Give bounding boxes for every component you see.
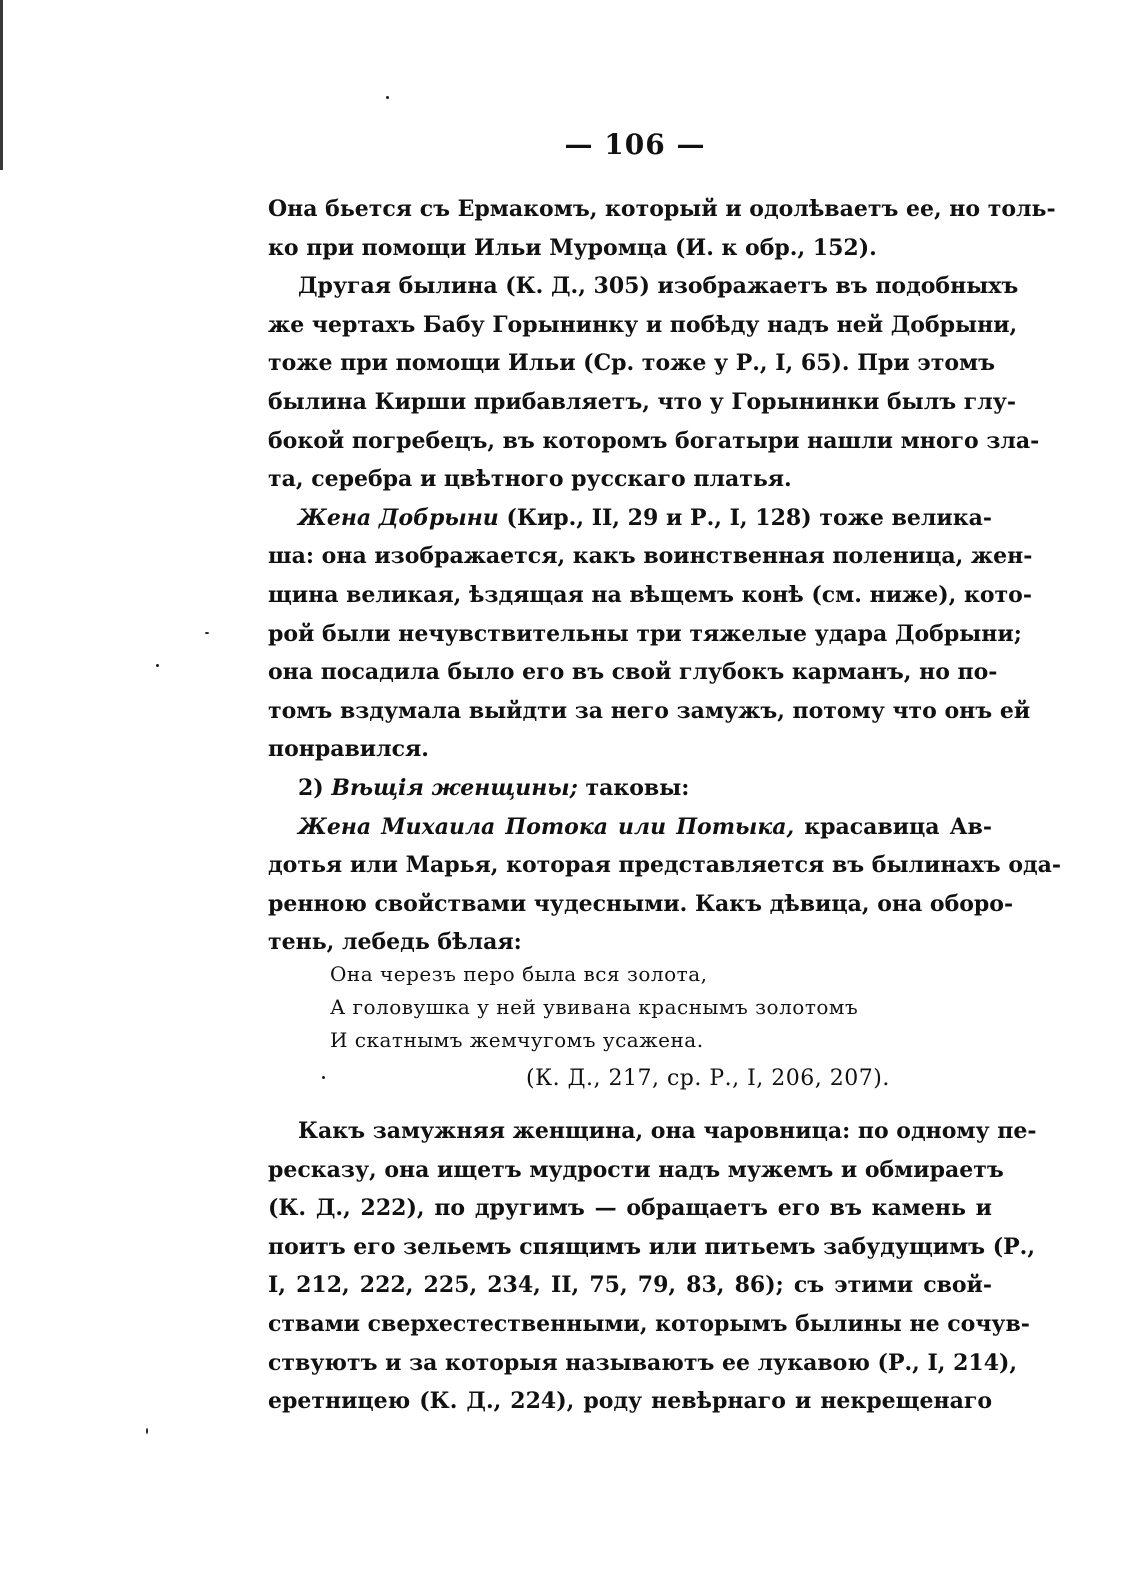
verse-quote xyxy=(330,958,950,1057)
text-line: тоже при помощи Ильи (Ср. тоже у Р., I, 65). При этомъ xyxy=(268,350,996,377)
text-line xyxy=(268,499,992,538)
text-line: ресказу, она ищетъ мудрости надъ мужемъ и обмираетъ xyxy=(268,1156,1004,1183)
text-segment: (Кир., II, 29 и Р., I, 128) тоже велика- xyxy=(498,504,992,531)
verse-line: Она черезъ перо была вся золота, xyxy=(330,962,708,986)
text-line: томъ вздумала выйдти за него замужъ, потому что онъ ей xyxy=(268,697,1031,724)
italic-term: Жена Михаила Потока или Потыка, xyxy=(298,813,795,840)
text-line xyxy=(268,808,992,847)
text-line: дотья или Марья, которая представляется въ былинахъ ода- xyxy=(268,852,1062,879)
text-line: бокой погребецъ, въ которомъ богатыри нашли много зла- xyxy=(268,427,1040,454)
text-line: щина великая, ѣздящая на вѣщемъ конѣ (см. ниже), кото- xyxy=(268,581,1032,608)
verse-line: И скатнымъ жемчугомъ усажена. xyxy=(330,1028,704,1052)
italic-term: Жена Добрыни xyxy=(298,504,499,531)
text-line: тень, лебедь бѣлая: xyxy=(268,929,522,956)
text-line: Какъ замужняя женщина, она чаровница: по одному пе- xyxy=(298,1118,1037,1144)
text-line: поитъ его зельемъ спящимъ или питьемъ забудущимъ (Р., xyxy=(268,1233,1035,1260)
verse-citation: (К. Д., 217, ср. Р., I, 206, 207). xyxy=(526,1066,890,1091)
text-segment: красавица Ав- xyxy=(794,813,992,840)
page-number: — 106 — xyxy=(564,128,706,161)
text-line: I, 212, 222, 225, 234, II, 75, 79, 83, 86); съ этими свой- xyxy=(268,1272,992,1299)
scan-speck xyxy=(386,96,389,99)
text-block-lower xyxy=(268,1112,1037,1421)
text-line: та, серебра и цвѣтного русскаго платья. xyxy=(268,466,792,493)
text-block-upper xyxy=(268,190,1062,962)
text-line: Она бьется съ Ермакомъ, который и одолѣваетъ ее, но толь- xyxy=(268,196,1056,222)
text-line: (К. Д., 222), по другимъ — обращаетъ его въ камень и xyxy=(268,1195,992,1222)
text-line: еретницею (К. Д., 224), роду невѣрнаго и некрещенаго xyxy=(268,1388,992,1415)
text-line: ствуютъ и за которыя называютъ ее лукавою (Р., I, 214), xyxy=(268,1349,1018,1376)
text-line: рой были нечувствительны три тяжелые удара Добрыни; xyxy=(268,620,1022,647)
verse-line: А головушка у ней увивана краснымъ золотомъ xyxy=(330,995,859,1019)
scan-speck xyxy=(146,1428,148,1434)
text-line: она посадила было его въ свой глубокъ карманъ, но по- xyxy=(268,659,998,686)
scan-speck xyxy=(205,632,209,634)
text-segment: таковы: xyxy=(577,774,690,801)
italic-term: Вѣщія женщины; xyxy=(331,774,578,801)
scan-speck xyxy=(156,664,159,667)
text-line: ша: она изображается, какъ воинственная поленица, жен- xyxy=(268,543,1033,570)
section-number: 2) xyxy=(298,774,332,801)
text-line: ренною свойствами чудесными. Какъ дѣвица, она оборо- xyxy=(268,890,1014,917)
text-line: понравился. xyxy=(268,736,429,763)
text-line: былина Кирши прибавляетъ, что у Горынинки былъ глу- xyxy=(268,388,1016,415)
text-line: ко при помощи Ильи Муромца (И. к обр., 152). xyxy=(268,234,877,261)
scan-speck xyxy=(322,1076,325,1079)
section-heading xyxy=(268,769,992,808)
text-line: Другая былина (К. Д., 305) изображаетъ въ подобныхъ xyxy=(298,273,1019,300)
text-line: же чертахъ Бабу Горынинку и побѣду надъ ней Добрыни, xyxy=(268,311,1018,338)
text-line: ствами сверхестественными, которымъ былины не сочув- xyxy=(268,1310,1030,1337)
